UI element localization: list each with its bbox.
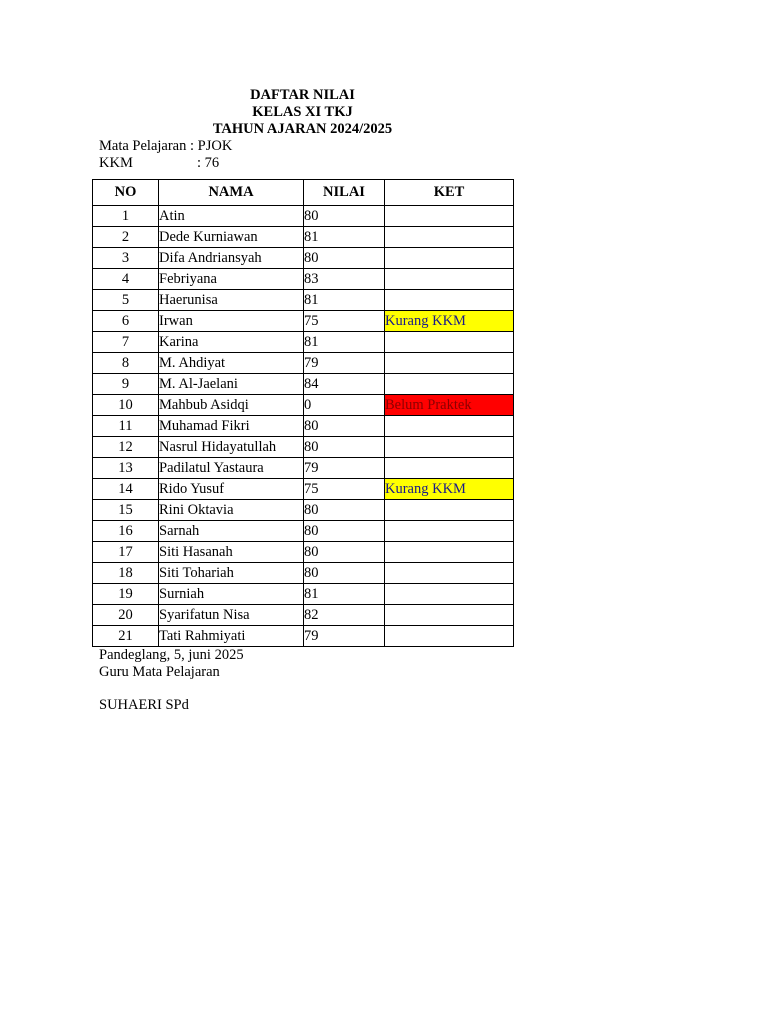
student-remark [385,269,514,290]
student-remark: Kurang KKM [385,311,514,332]
student-score: 81 [304,332,385,353]
student-remark [385,353,514,374]
student-name: Siti Hasanah [159,542,304,563]
row-number: 17 [93,542,159,563]
row-number: 13 [93,458,159,479]
student-score: 80 [304,521,385,542]
table-header-row [93,180,514,206]
column-header-nilai: NILAI [304,180,385,206]
table-row [93,563,514,584]
class-title: KELAS XI TKJ [252,104,353,120]
grades-table [92,179,514,647]
student-name: M. Al-Jaelani [159,374,304,395]
student-score: 79 [304,458,385,479]
student-name: Rini Oktavia [159,500,304,521]
student-name: Difa Andriansyah [159,248,304,269]
student-remark [385,626,514,647]
kkm-value: : 76 [197,155,220,171]
student-score: 82 [304,605,385,626]
student-remark [385,584,514,605]
kkm-line [99,155,219,172]
row-number: 16 [93,521,159,542]
row-number: 12 [93,437,159,458]
student-remark [385,206,514,227]
column-header-ket: KET [385,180,514,206]
student-score: 80 [304,248,385,269]
table-row [93,458,514,479]
table-body [93,206,514,647]
student-name: Siti Tohariah [159,563,304,584]
student-score: 83 [304,269,385,290]
school-year-title: TAHUN AJARAN 2024/2025 [212,121,393,137]
student-remark [385,458,514,479]
row-number: 15 [93,500,159,521]
student-remark [385,290,514,311]
place-date: Pandeglang, 5, juni 2025 [99,647,244,663]
student-score: 81 [304,290,385,311]
student-remark [385,521,514,542]
student-score: 81 [304,227,385,248]
subject-line [99,138,232,155]
student-name: M. Ahdiyat [159,353,304,374]
student-score: 80 [304,563,385,584]
student-name: Tati Rahmiyati [159,626,304,647]
table-row [93,290,514,311]
student-remark [385,605,514,626]
student-remark: Belum Praktek [385,395,514,416]
row-number: 5 [93,290,159,311]
student-remark [385,332,514,353]
row-number: 11 [93,416,159,437]
table-row [93,374,514,395]
subject-label: Mata Pelajaran [99,138,187,154]
student-remark [385,542,514,563]
table-row [93,206,514,227]
student-remark [385,500,514,521]
row-number: 18 [93,563,159,584]
teacher-role: Guru Mata Pelajaran [99,664,220,680]
table-row [93,479,514,500]
student-name: Nasrul Hidayatullah [159,437,304,458]
row-number: 20 [93,605,159,626]
student-score: 80 [304,206,385,227]
student-remark [385,374,514,395]
student-remark: Kurang KKM [385,479,514,500]
student-score: 81 [304,584,385,605]
student-remark [385,248,514,269]
table-row [93,542,514,563]
table-row [93,227,514,248]
table-row [93,584,514,605]
student-score: 75 [304,311,385,332]
row-number: 1 [93,206,159,227]
student-score: 84 [304,374,385,395]
table-row [93,521,514,542]
row-number: 10 [93,395,159,416]
student-name: Febriyana [159,269,304,290]
student-name: Haerunisa [159,290,304,311]
student-remark [385,563,514,584]
student-name: Irwan [159,311,304,332]
student-score: 80 [304,416,385,437]
row-number: 14 [93,479,159,500]
subject-value: : PJOK [190,138,233,154]
table-row [93,332,514,353]
row-number: 21 [93,626,159,647]
table-row [93,248,514,269]
table-row [93,311,514,332]
student-name: Rido Yusuf [159,479,304,500]
student-name: Syarifatun Nisa [159,605,304,626]
row-number: 7 [93,332,159,353]
table-row [93,416,514,437]
kkm-label: KKM [99,155,133,171]
student-score: 80 [304,437,385,458]
student-score: 79 [304,353,385,374]
table-row [93,395,514,416]
row-number: 9 [93,374,159,395]
table-row [93,500,514,521]
table-row [93,605,514,626]
student-name: Muhamad Fikri [159,416,304,437]
table-row [93,269,514,290]
student-name: Sarnah [159,521,304,542]
student-name: Mahbub Asidqi [159,395,304,416]
student-remark [385,437,514,458]
document-title: DAFTAR NILAI [250,87,355,103]
student-name: Padilatul Yastaura [159,458,304,479]
row-number: 4 [93,269,159,290]
student-score: 75 [304,479,385,500]
student-score: 80 [304,542,385,563]
row-number: 19 [93,584,159,605]
student-name: Karina [159,332,304,353]
row-number: 3 [93,248,159,269]
column-header-no: NO [93,180,159,206]
student-name: Surniah [159,584,304,605]
student-score: 0 [304,395,385,416]
student-score: 80 [304,500,385,521]
row-number: 6 [93,311,159,332]
student-score: 79 [304,626,385,647]
table-row [93,353,514,374]
row-number: 8 [93,353,159,374]
table-row [93,626,514,647]
row-number: 2 [93,227,159,248]
column-header-nama: NAMA [159,180,304,206]
table-row [93,437,514,458]
student-remark [385,416,514,437]
student-remark [385,227,514,248]
student-name: Atin [159,206,304,227]
student-name: Dede Kurniawan [159,227,304,248]
signer-name: SUHAERI SPd [99,697,189,713]
